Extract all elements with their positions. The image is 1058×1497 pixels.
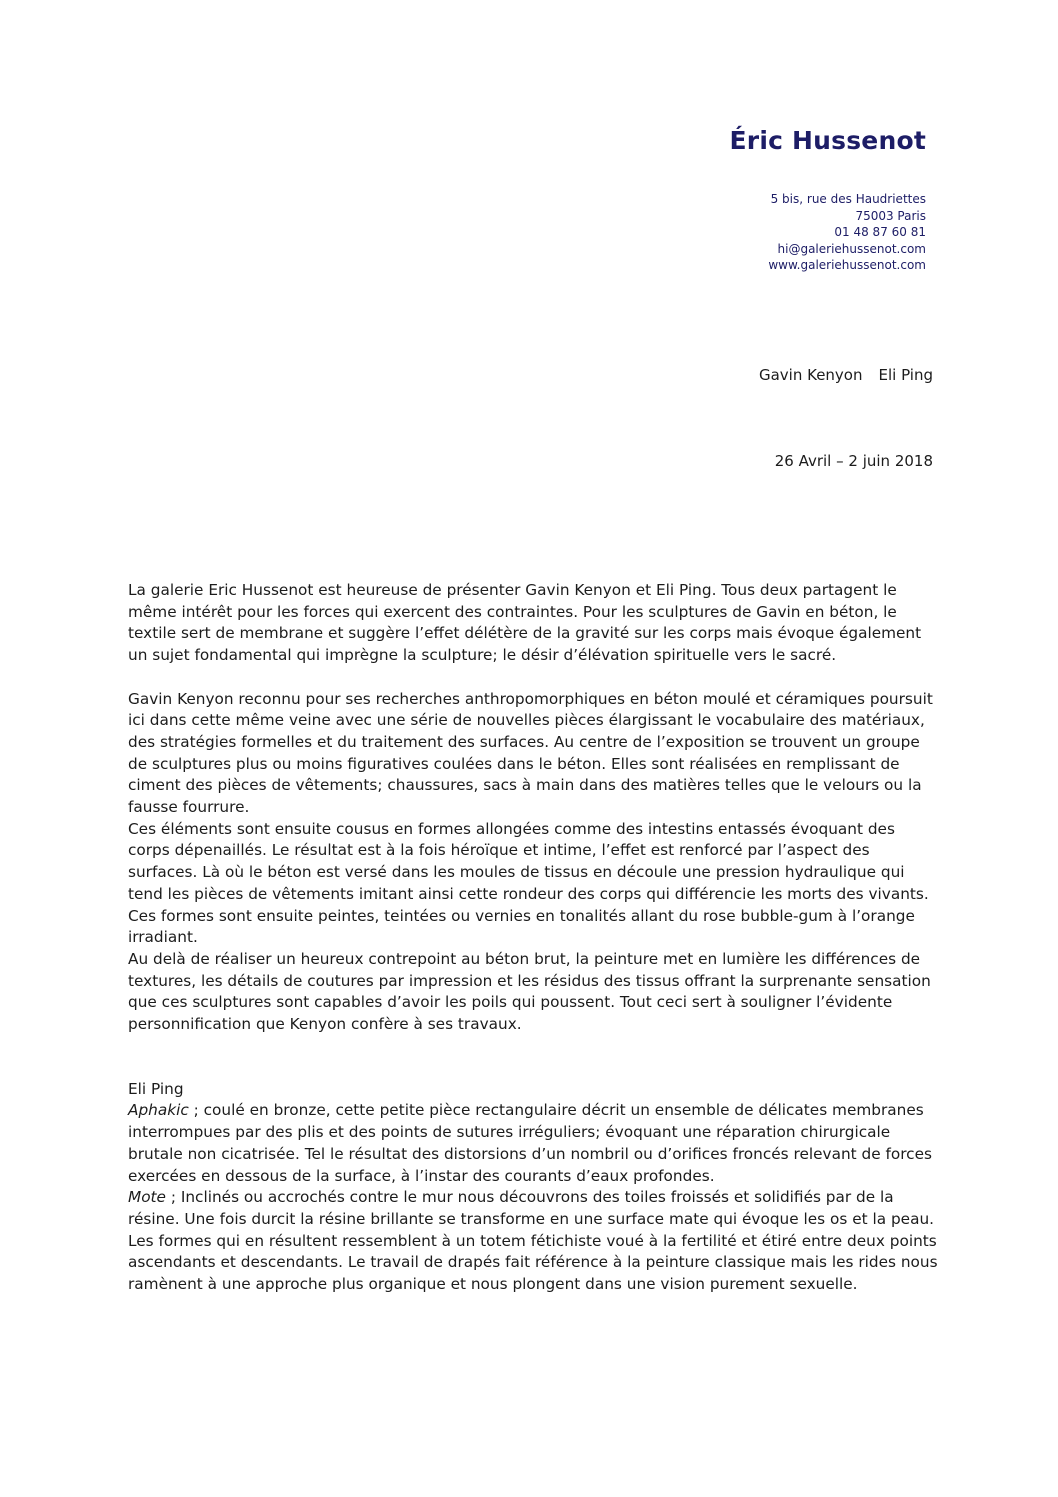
- kenyon-paragraph-2: Ces éléments sont ensuite cousus en formes allongées comme des intestins entassés évoquant des corps dépenaillés. Le résultat est à la fois héroïque et intime, l’effet est renforcé par l’aspect des surfaces. Là où le béton est versé dans les moules de tissus en découle une pression hydraulique qui tend les pièces de vêtements imitant ainsi cette rondeur des corps qui différencie les morts des vivants. Ces formes sont ensuite peintes, teintées ou vernies en tonalités allant du rose bubble-gum à l’orange irradiant.: [128, 819, 929, 947]
- kenyon-paragraph-3: Au delà de réaliser un heureux contrepoint au béton brut, la peinture met en lumière les différences de textures, les détails de coutures par impression et les résidus des tissus offrant la surprenante sensation que ces sculptures sont capables d’avoir les poils qui poussent. Tout ceci sert à souligner l’évidente personnification que Kenyon confère à ses travaux.: [128, 949, 931, 1034]
- letterhead: [730, 126, 926, 274]
- work-title-aphakic: Aphakic: [128, 1101, 189, 1120]
- phone-number: 01 48 87 60 81: [834, 225, 926, 240]
- intro-paragraph: La galerie Eric Hussenot est heureuse de présenter Gavin Kenyon et Eli Ping. Tous deux partagent le même intérêt pour les forces qui exercent des contraintes. Pour les sculptures de Gavin en béton, le textile sert de membrane et suggère l’effet délétère de la gravité sur les corps mais évoque également un sujet fondamental qui imprègne la sculpture; le désir d’élévation spirituelle vers le sacré.: [128, 581, 922, 665]
- exhibition-artists: [759, 366, 933, 384]
- address-line-2: 75003 Paris: [855, 208, 926, 223]
- artist-name-1: Gavin Kenyon: [758, 366, 863, 384]
- address-line-1: 5 bis, rue des Haudriettes: [770, 192, 926, 206]
- artist-name-2: Eli Ping: [878, 366, 933, 384]
- gallery-name: Éric Hussenot: [729, 126, 926, 155]
- kenyon-paragraph-1: Gavin Kenyon reconnu pour ses recherches anthropomorphiques en béton moulé et céramiques poursuit ici dans cette même veine avec une série de nouvelles pièces élargissant le vocabulaire des matériaux, des stratégies formelles et du traitement des surfaces. Au centre de l’exposition se trouvent un groupe de sculptures plus ou moins figuratives coulées dans le béton. Elles sont réalisées en remplissant de ciment des pièces de vêtements; chaussures, sacs à main dans des matières telles que le velours ou la fausse fourrure.: [128, 689, 933, 817]
- website-url: www.galeriehussenot.com: [768, 258, 926, 273]
- email-address: hi@galeriehussenot.com: [777, 241, 926, 256]
- ping-heading: Eli Ping: [128, 1079, 184, 1098]
- ping-work-aphakic: [128, 1100, 938, 1187]
- exhibition-dates: 26 Avril – 2 juin 2018: [774, 452, 933, 470]
- press-release-body: [128, 580, 938, 1296]
- work-description-mote: ; Inclinés ou accrochés contre le mur nous découvrons des toiles froissés et solidifiés par de la résine. Une fois durcit la résine brillante se transforme en une surface mate qui évoque les os et la peau. Les formes qui en résultent ressemblent à un totem fétichiste voué à la fertilité et étiré entre deux points ascendants et descendants. Le travail de drapés fait référence à la peinture classique mais les rides nous ramènent à une approche plus organique et nous plongent dans une vision purement sexuelle.: [128, 1188, 938, 1294]
- ping-work-mote: [128, 1187, 938, 1296]
- work-title-mote: Mote: [128, 1188, 166, 1207]
- work-description-aphakic: ; coulé en bronze, cette petite pièce rectangulaire décrit un ensemble de délicates membranes interrompues par des plis et des points de sutures irréguliers; évoquant une réparation chirurgicale brutale non cicatrisée. Tel le résultat des distorsions d’un nombril ou d’orifices froncés relevant de forces exercées en dessous de la surface, à l’instar des courants d’eaux profondes.: [128, 1101, 932, 1185]
